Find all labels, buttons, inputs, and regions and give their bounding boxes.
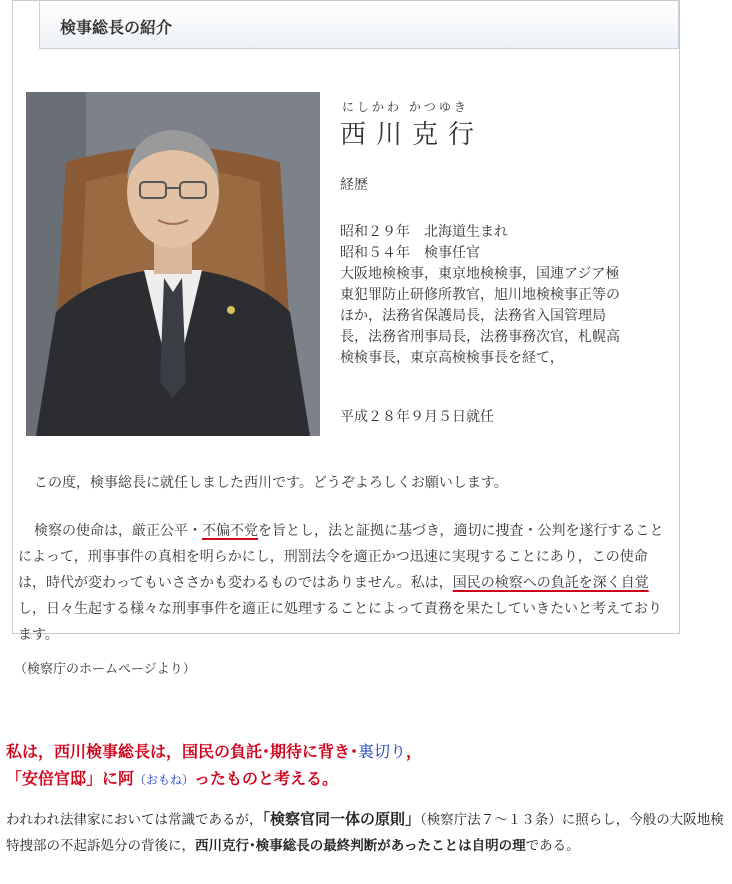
mission-text: を旨とし，法と証拠に基づき，適切に捜査・公判を遂行することによって，刑事事件の真相を明らかにし，刑罰法令を適正かつ迅速に実現することにあり，この使命は，時代が変わってもいささかも変わるものではありません。私は， <box>18 523 664 591</box>
portrait-illustration <box>26 92 320 436</box>
career-line: 検検事長，東京高検検事長を経て， <box>340 350 564 366</box>
greeting-text: この度，検事総長に就任しました西川です。どうぞよろしくお願いします。 <box>34 475 508 491</box>
name-furigana: にしかわ かつゆき <box>342 100 469 114</box>
mission-statement <box>18 518 664 648</box>
career-line: 昭和５４年 検事任官 <box>340 245 480 261</box>
body-bold: 「検察官同一体の原則」 <box>262 810 421 828</box>
mission-text: し，日々生起する様々な刑事事件を適正に処理することによって責務を果たしていきたいと考えております。 <box>18 601 662 643</box>
portrait-photo <box>26 92 320 436</box>
appointment-date: 平成２８年９月５日就任 <box>340 409 494 425</box>
opinion-line <box>6 738 726 765</box>
mission-highlight: 国民の検察への負託を深く自覚 <box>452 575 649 591</box>
body-text: である。 <box>525 838 580 854</box>
body-text: われわれ法律家においては常識であるが， <box>6 812 263 828</box>
section-header <box>39 1 679 49</box>
mission-text: 検察の使命は，厳正公平・ <box>34 523 202 539</box>
opinion-heading <box>6 738 726 794</box>
opinion-ruby: （おもね） <box>134 773 195 787</box>
person-name: 西川克行 <box>340 120 485 150</box>
opinion-text: ， <box>406 742 423 761</box>
career-line: 昭和２９年 北海道生まれ <box>340 224 508 240</box>
section-title: 検事総長の紹介 <box>60 18 173 37</box>
opinion-text: ったものと考える。 <box>194 769 339 788</box>
opinion-text: 「安倍官邸」に阿 <box>6 769 135 788</box>
opinion-blue-text: 裏切り <box>358 742 407 761</box>
mission-highlight: 不偏不党 <box>202 523 258 539</box>
career-line: ほか，法務省保護局長，法務省入国管理局 <box>340 308 606 324</box>
body-text: （検察庁法７～１３条）に照らし，今般の大阪地検特捜部の不起訴処分の背後に， <box>6 812 724 854</box>
career-list <box>340 222 660 369</box>
career-heading: 経歴 <box>340 177 368 193</box>
opinion-text: 私は，西川検事総長は，国民の負託･期待に背き･ <box>6 742 359 761</box>
career-line: 東犯罪防止研修所教官，旭川地検検事正等の <box>340 287 620 303</box>
career-line: 長，法務省刑事局長，法務事務次官，札幌高 <box>340 329 620 345</box>
body-bold: 西川克行･検事総長の最終判断があったことは自明の理 <box>195 838 526 854</box>
opinion-line <box>6 765 726 794</box>
career-line: 大阪地検検事，東京地検検事，国連アジア極 <box>340 266 620 282</box>
body-paragraph <box>6 806 728 859</box>
source-caption: （検察庁のホームページより） <box>14 662 196 677</box>
